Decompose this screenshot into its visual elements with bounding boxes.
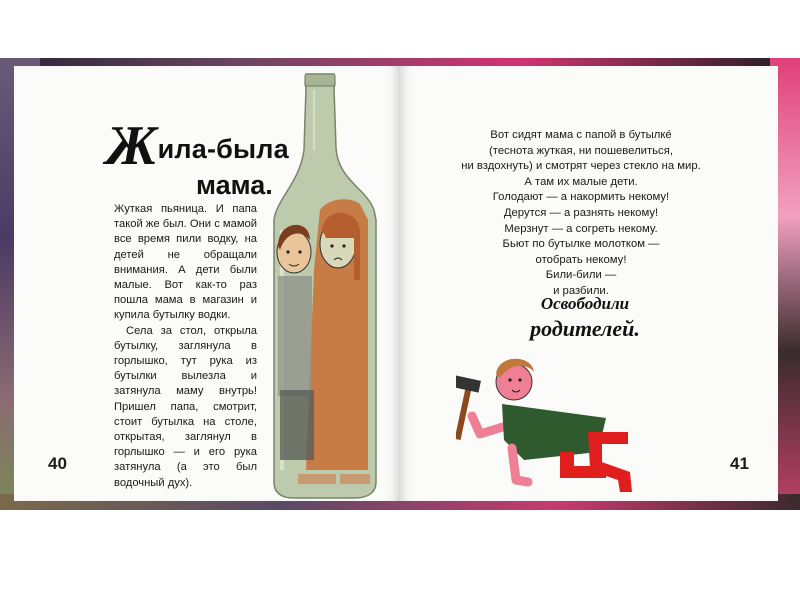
paragraph-1: Жуткая пьяница. И папа такой же был. Они с мамой все время пили водку, на детей не обращали внимания. А дети были малые. Вот как-то раз пошла мама в магазин и купила бутылку водки. <box>114 203 257 322</box>
title-rest: ила-была <box>157 134 289 164</box>
verse-line: ни вздохнуть) и смотрят через стекло на мир. <box>461 160 701 173</box>
verse-line: Дерутся — а разнять некому! <box>503 206 659 219</box>
verse-line: Вот сидят мама с папой в бутылке́ <box>490 129 672 141</box>
verse-line: Бьют по бутылке молотком — <box>502 238 660 251</box>
bottle-illustration <box>270 70 398 500</box>
verse-line: и разбили. <box>553 284 609 297</box>
title-line-2: мама. <box>196 170 273 200</box>
left-page <box>14 66 400 501</box>
verse-line: Били-били — <box>545 269 617 282</box>
child-illustration <box>456 348 636 498</box>
book-photo <box>0 58 800 510</box>
title-line-1 <box>106 115 289 177</box>
freed-line-1: Освободили <box>540 294 630 313</box>
page-number-right: 41 <box>730 454 749 473</box>
right-page <box>400 66 778 501</box>
paragraph-2: Села за стол, открыла бутылку, заглянула в горлышко, тут рука из бутылки вылезла и затянула маму внутрь! Пришел папа, смотрит, стоит бутылка на столе, открытая, заглянул в горлышко — и его рука затянула (а это был водочный дух). <box>114 324 257 489</box>
freed-line-2: родителей. <box>530 316 640 341</box>
verse-line: (теснота жуткая, ни пошевелиться, <box>489 144 673 157</box>
story-text <box>114 202 257 491</box>
verse-line: Голодают — а накормить некому! <box>492 191 670 204</box>
page-number-left: 40 <box>48 454 67 473</box>
verse-line: Мерзнут — а согреть некому. <box>504 222 658 235</box>
verse-line: А там их малые дети. <box>524 175 638 188</box>
verse-line: отобрать некому! <box>535 253 627 266</box>
title-drop-cap: Ж <box>106 115 158 177</box>
story-title <box>106 115 289 200</box>
verse-text <box>456 128 706 300</box>
freed-heading <box>480 294 690 342</box>
